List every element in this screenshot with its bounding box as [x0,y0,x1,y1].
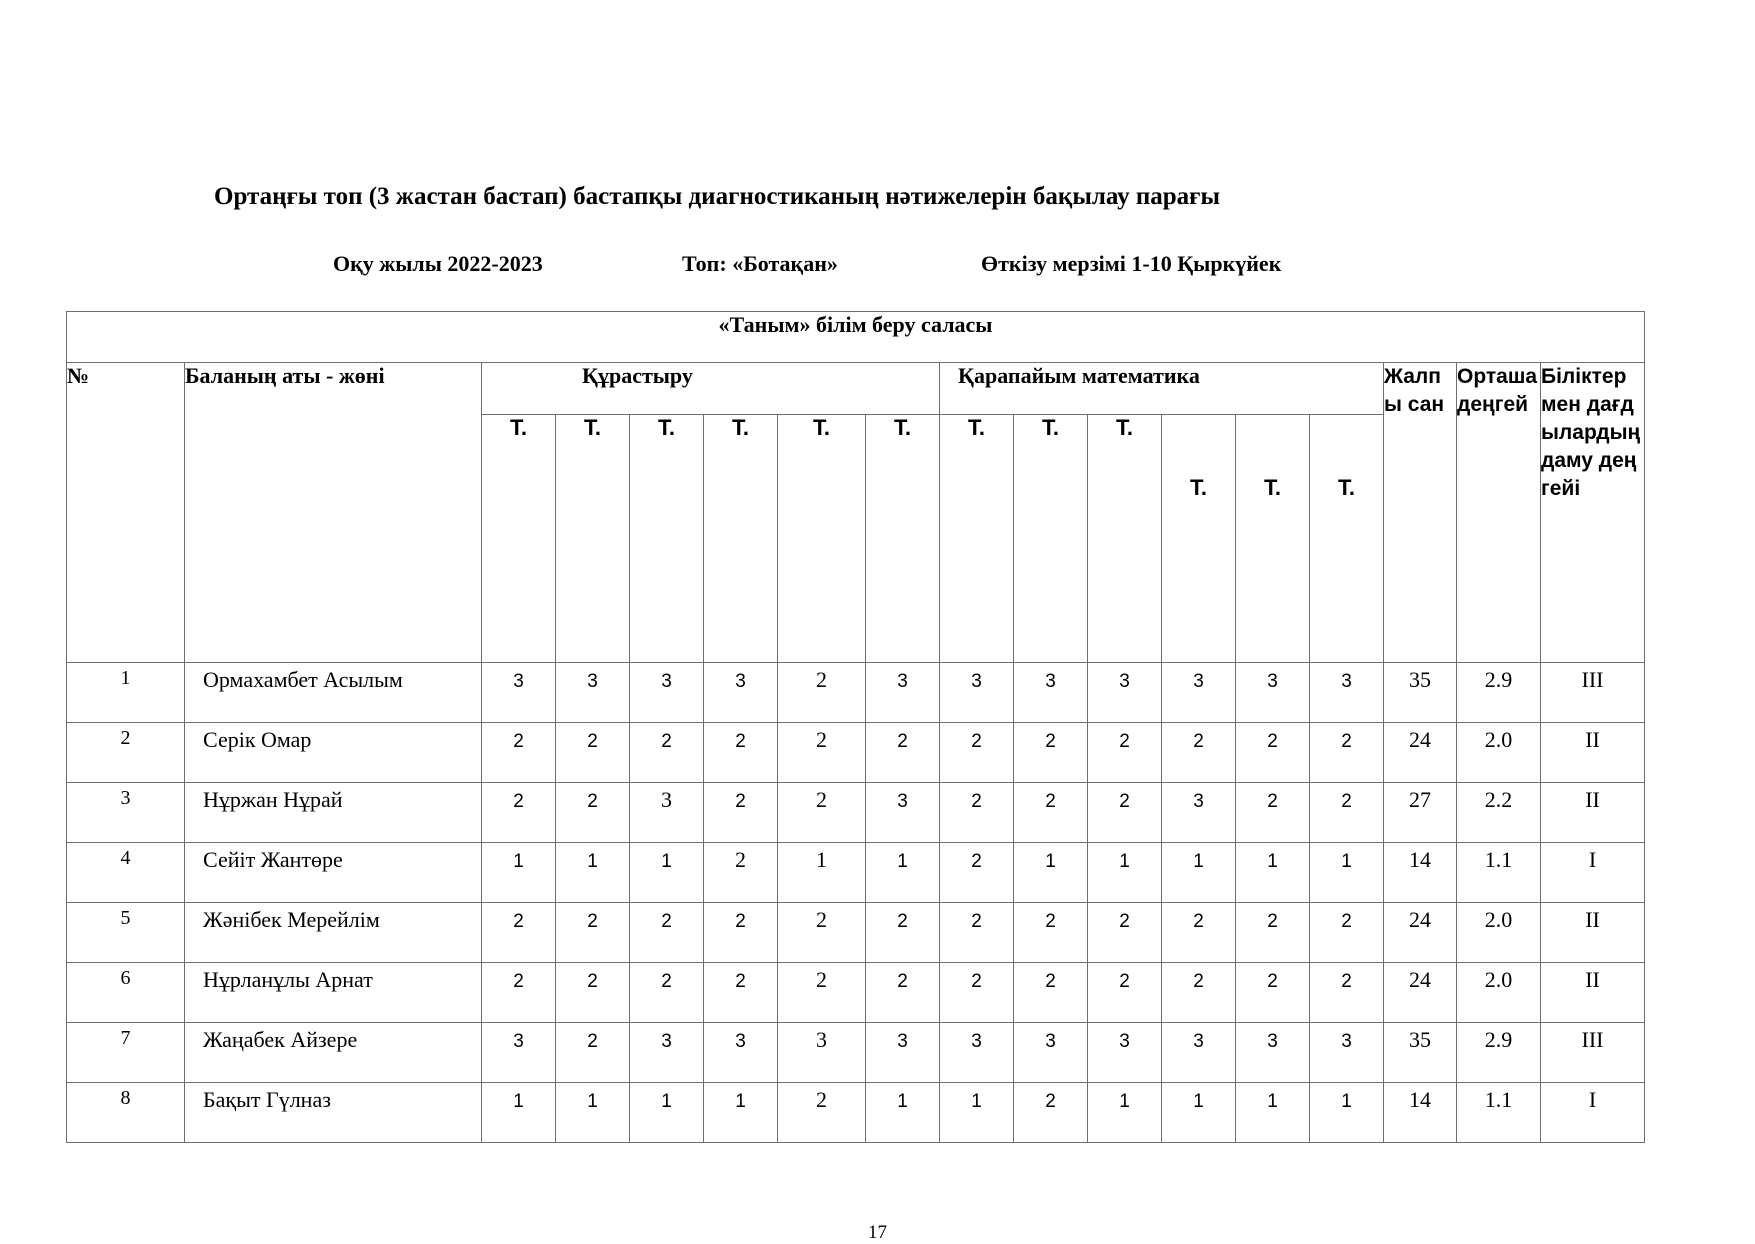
row-number: 1 [67,663,185,723]
score-cell: 2 [1162,903,1236,963]
score-cell: 2 [1162,723,1236,783]
total-cell: 14 [1384,1083,1457,1143]
child-name: Жаңабек Айзере [185,1023,482,1083]
table-row [67,1083,1645,1143]
task-header: Т. [1162,415,1236,663]
score-cell: 2 [1310,723,1384,783]
score-cell: 3 [1162,783,1236,843]
score-cell: 2 [482,783,556,843]
score-cell: 2 [1236,903,1310,963]
score-cell: 2 [778,723,866,783]
school-year: Оқу жылы 2022-2023 [333,251,543,276]
child-name: Бақыт Гүлназ [185,1083,482,1143]
row-number: 2 [67,723,185,783]
score-cell: 2 [1014,1083,1088,1143]
child-name: Нұржан Нұрай [185,783,482,843]
task-header: Т. [940,415,1014,663]
average-cell: 2.0 [1457,723,1541,783]
score-cell: 1 [1162,1083,1236,1143]
average-cell: 2.2 [1457,783,1541,843]
task-header: Т. [1014,415,1088,663]
score-cell: 2 [556,963,630,1023]
score-cell: 1 [704,1083,778,1143]
score-cell: 2 [778,783,866,843]
score-cell: 1 [778,843,866,903]
score-cell: 1 [1236,843,1310,903]
score-cell: 3 [630,1023,704,1083]
task-header: Т. [1310,415,1384,663]
task-header: Т. [778,415,866,663]
total-cell: 27 [1384,783,1457,843]
score-cell: 2 [556,903,630,963]
task-header: Т. [630,415,704,663]
score-cell: 3 [1310,1023,1384,1083]
score-cell: 3 [866,663,940,723]
score-cell: 2 [1310,963,1384,1023]
score-cell: 2 [556,783,630,843]
score-cell: 2 [866,723,940,783]
col-name-header: Баланың аты - жөні [185,363,482,663]
score-cell: 2 [704,723,778,783]
row-number: 3 [67,783,185,843]
col-total-header: Жалпы сан [1384,363,1457,663]
score-cell: 3 [866,783,940,843]
child-name: Нұрланұлы Арнат [185,963,482,1023]
total-cell: 35 [1384,663,1457,723]
score-cell: 3 [482,1023,556,1083]
level-cell: I [1541,1083,1645,1143]
group-construct-header: Құрастыру [482,363,940,415]
score-cell: 1 [630,1083,704,1143]
level-cell: I [1541,843,1645,903]
score-cell: 2 [630,723,704,783]
row-number: 4 [67,843,185,903]
score-cell: 1 [1236,1083,1310,1143]
score-cell: 2 [1236,783,1310,843]
score-cell: 3 [630,783,704,843]
row-number: 5 [67,903,185,963]
page-number: 17 [868,1222,887,1243]
score-cell: 2 [556,1023,630,1083]
score-cell: 2 [630,963,704,1023]
score-cell: 2 [1310,783,1384,843]
task-header: Т. [1236,415,1310,663]
score-cell: 2 [556,723,630,783]
score-cell: 1 [866,1083,940,1143]
score-cell: 2 [778,903,866,963]
score-cell: 2 [778,963,866,1023]
results-table [66,311,1645,1143]
child-name: Серік Омар [185,723,482,783]
score-cell: 1 [556,843,630,903]
table-row [67,663,1645,723]
score-cell: 3 [482,663,556,723]
score-cell: 2 [1236,963,1310,1023]
score-cell: 2 [482,903,556,963]
col-number-header: № [67,363,185,663]
row-number: 6 [67,963,185,1023]
score-cell: 1 [482,1083,556,1143]
score-cell: 3 [1088,663,1162,723]
score-cell: 3 [1014,1023,1088,1083]
average-cell: 2.9 [1457,663,1541,723]
score-cell: 3 [630,663,704,723]
table-row [67,1023,1645,1083]
task-header: Т. [556,415,630,663]
child-name: Сейіт Жантөре [185,843,482,903]
level-cell: II [1541,723,1645,783]
score-cell: 2 [866,963,940,1023]
level-cell: III [1541,1023,1645,1083]
table-row [67,843,1645,903]
score-cell: 2 [778,663,866,723]
task-header: Т. [1088,415,1162,663]
score-cell: 3 [1014,663,1088,723]
group-name: Топ: «Ботақан» [682,251,838,276]
assessment-period: Өткізу мерзімі 1-10 Қыркүйек [981,251,1282,276]
score-cell: 1 [1088,1083,1162,1143]
score-cell: 2 [1088,963,1162,1023]
score-cell: 2 [1088,783,1162,843]
score-cell: 2 [1236,723,1310,783]
score-cell: 2 [704,963,778,1023]
score-cell: 3 [556,663,630,723]
score-cell: 2 [940,963,1014,1023]
average-cell: 1.1 [1457,843,1541,903]
score-cell: 3 [778,1023,866,1083]
score-cell: 2 [630,903,704,963]
average-cell: 1.1 [1457,1083,1541,1143]
score-cell: 2 [482,723,556,783]
total-cell: 35 [1384,1023,1457,1083]
table-row [67,963,1645,1023]
score-cell: 1 [630,843,704,903]
score-cell: 2 [1162,963,1236,1023]
task-header: Т. [482,415,556,663]
score-cell: 2 [704,843,778,903]
total-cell: 24 [1384,963,1457,1023]
score-cell: 2 [940,723,1014,783]
score-cell: 2 [940,903,1014,963]
level-cell: III [1541,663,1645,723]
col-avg-header: Орташа деңгей [1457,363,1541,663]
table-row [67,723,1645,783]
score-cell: 2 [704,783,778,843]
score-cell: 2 [1088,723,1162,783]
score-cell: 1 [1014,843,1088,903]
task-header: Т. [866,415,940,663]
score-cell: 2 [1014,903,1088,963]
page-title: Ортаңғы топ (3 жастан бастап) бастапқы диагностиканың нәтижелерін бақылау парағы [214,183,1221,210]
task-header: Т. [704,415,778,663]
average-cell: 2.9 [1457,1023,1541,1083]
col-level-header: Біліктер мен дағдылардың даму деңгейі [1541,363,1645,663]
level-cell: II [1541,783,1645,843]
score-cell: 1 [482,843,556,903]
level-cell: II [1541,903,1645,963]
score-cell: 1 [1310,843,1384,903]
total-cell: 14 [1384,843,1457,903]
score-cell: 2 [866,903,940,963]
score-cell: 3 [1088,1023,1162,1083]
group-math-header: Қарапайым математика [940,363,1384,415]
average-cell: 2.0 [1457,903,1541,963]
score-cell: 3 [1310,663,1384,723]
row-number: 7 [67,1023,185,1083]
total-cell: 24 [1384,903,1457,963]
child-name: Жәнібек Мерейлім [185,903,482,963]
table-row [67,903,1645,963]
score-cell: 2 [704,903,778,963]
score-cell: 1 [1310,1083,1384,1143]
row-number: 8 [67,1083,185,1143]
score-cell: 3 [940,663,1014,723]
average-cell: 2.0 [1457,963,1541,1023]
score-cell: 3 [704,1023,778,1083]
total-cell: 24 [1384,723,1457,783]
score-cell: 1 [1088,843,1162,903]
score-cell: 3 [1236,663,1310,723]
score-cell: 3 [1162,1023,1236,1083]
score-cell: 3 [940,1023,1014,1083]
table-row [67,783,1645,843]
score-cell: 2 [1014,783,1088,843]
score-cell: 2 [1310,903,1384,963]
score-cell: 2 [1014,963,1088,1023]
score-cell: 3 [866,1023,940,1083]
score-cell: 1 [556,1083,630,1143]
score-cell: 2 [1088,903,1162,963]
score-cell: 2 [940,843,1014,903]
section-title: «Таным» білім беру саласы [67,312,1645,363]
score-cell: 2 [482,963,556,1023]
score-cell: 2 [778,1083,866,1143]
score-cell: 3 [1162,663,1236,723]
child-name: Ормахамбет Асылым [185,663,482,723]
score-cell: 2 [940,783,1014,843]
score-cell: 1 [1162,843,1236,903]
score-cell: 3 [1236,1023,1310,1083]
level-cell: II [1541,963,1645,1023]
score-cell: 1 [866,843,940,903]
score-cell: 2 [1014,723,1088,783]
score-cell: 3 [704,663,778,723]
score-cell: 1 [940,1083,1014,1143]
